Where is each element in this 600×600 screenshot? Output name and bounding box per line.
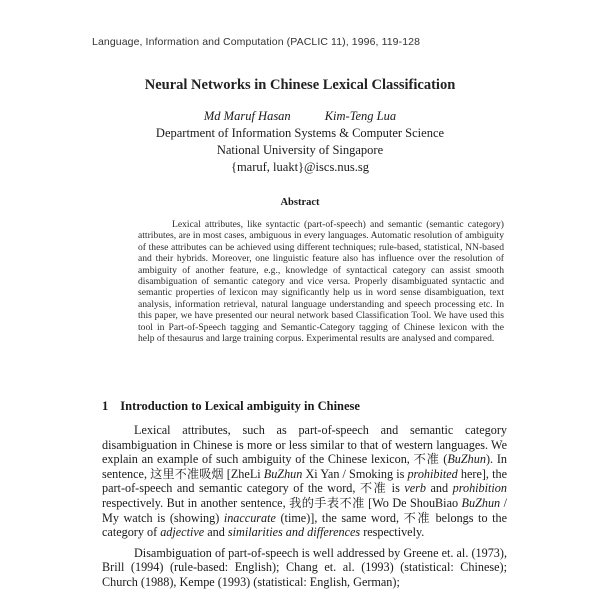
affiliation-university: National University of Singapore xyxy=(216,143,384,157)
paragraph-2: Disambiguation of part-of-speech is well addressed by Greene et. al. (1973), Brill (1994) (rule-based: English); Chang et. al. (1993) (statistical: Chinese); Church (1988), Kempe (1993) (statistical: English, German); xyxy=(102,545,507,589)
text-run: (time)], the same word, 不准 belongs to the category of xyxy=(102,510,507,540)
abstract-text: Lexical attributes, like syntactic (part-of-speech) and semantic (semantic category) attributes, are in most cases, ambiguous in every languages. Automatic resolution of ambiguity of these attributes can be achieved using different techniques; rule-based, statistical, NN-based and their hybrids. Moreover, one linguistic feature also has influence over the resolution of ambiguity of another feature, e.g., knowledge of syntactical category can assist smooth disambiguation of semantic category and vice versa. Properly disambiguated syntactic and semantic properties of lexicon may significantly help us in word sense disambiguation, text analysis, information retrieval, natural language understanding and speech processing etc. In this paper, we have presented our neural network based Classification Tool. We have used this tool in Part-of-Speech tagging and Semantic-Category tagging of Chinese lexicon with the help of thesaurus and large training corpus. Experimental results are analysed and compared. xyxy=(138,219,504,345)
author-email: {maruf, luakt}@iscs.nus.sg xyxy=(230,160,370,174)
italic-run: adjective xyxy=(160,525,205,540)
italic-run: prohibited xyxy=(407,466,458,481)
text-run: respectively. xyxy=(360,525,425,540)
italic-run: BuZhun xyxy=(263,466,303,481)
text-run: Lexical attributes, such as part-of-speech and semantic category disambiguation in Chinese is more or less similar to that of western languages. We explain an example of such ambiguity of the Chinese lexicon, 不准 ( xyxy=(102,423,507,467)
italic-run: BuZhun xyxy=(461,495,501,510)
abstract-heading: Abstract xyxy=(280,197,320,208)
italic-run: verb xyxy=(404,481,426,496)
italic-run: similarities and differences xyxy=(227,525,361,540)
text-run: and xyxy=(204,525,228,540)
affiliation-department: Department of Information Systems & Computer Science xyxy=(155,126,445,140)
italic-run: inaccurate xyxy=(223,510,276,525)
paper-title: Neural Networks in Chinese Lexical Classification xyxy=(144,77,456,93)
paragraph-1 xyxy=(102,423,507,540)
text-run: Xi Yan / Smoking is xyxy=(302,466,408,481)
text-run: / My watch is (showing) xyxy=(102,495,508,525)
author-1: Md Maruf Hasan xyxy=(203,109,291,123)
italic-run: BuZhun xyxy=(447,452,486,467)
author-names xyxy=(0,108,600,125)
section-title: Introduction to Lexical ambiguity in Chinese xyxy=(120,399,360,413)
section-number: 1 xyxy=(102,399,109,413)
author-2: Kim-Teng Lua xyxy=(324,109,397,123)
text-run: here], the part-of-speech and semantic category of the word, 不准 is xyxy=(102,466,507,496)
running-header: Language, Information and Computation (PACLIC 11), 1996, 119-128 xyxy=(92,36,421,48)
text-run: ). In sentence, 这里不准吸烟 [ZheLi xyxy=(102,452,507,481)
text-run: respectively. But in another sentence, 我的手表不准 [Wo De ShouBiao xyxy=(102,495,462,510)
italic-run: prohibition xyxy=(452,481,507,496)
text-run: and xyxy=(425,481,453,496)
section-heading xyxy=(102,399,552,414)
body-text xyxy=(102,423,507,596)
author-block xyxy=(0,108,600,176)
